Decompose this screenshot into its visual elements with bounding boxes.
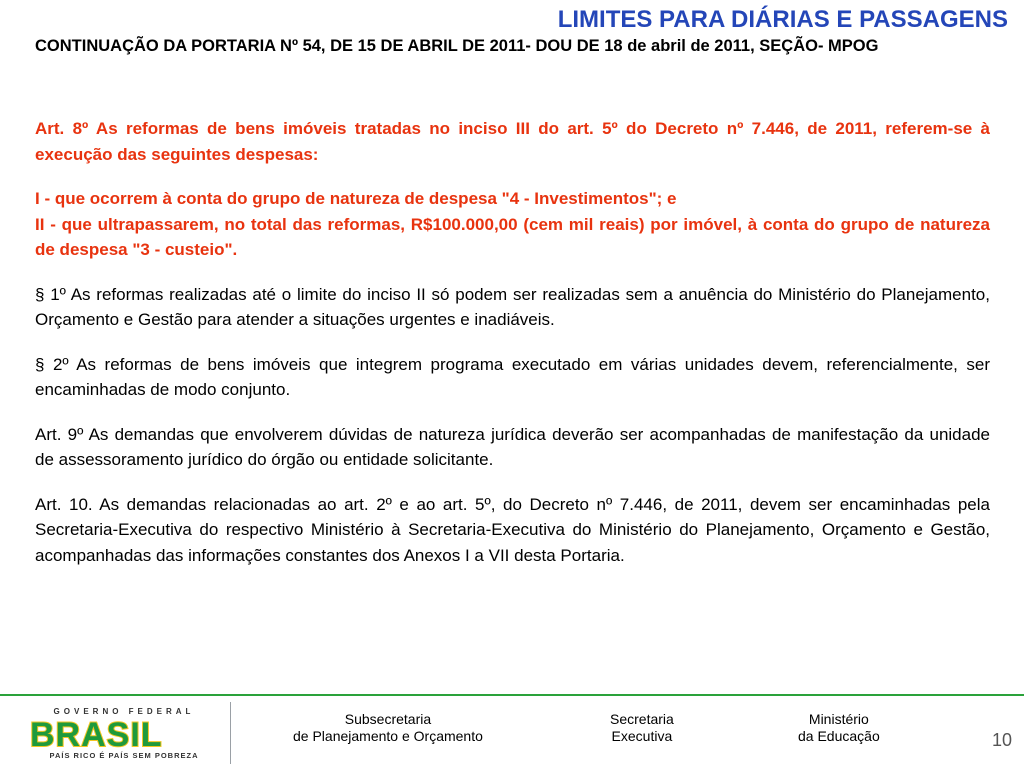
paragraph-art-10: Art. 10. As demandas relacionadas ao art. 2º e ao art. 5º, do Decreto nº 7.446, de 2011, devem ser encaminhadas pela Secretaria-Executiva do respectivo Ministério à Secretaria-Executiva do Ministério do Planejamento, Orçamento e Gestão, acompanhadas das informações constantes dos Anexos I a VII desta Portaria. [35, 494, 990, 565]
slide-title: LIMITES PARA DIÁRIAS E PASSAGENS [557, 6, 1008, 33]
paragraph-par-2: § 2º As reformas de bens imóveis que integrem programa executado em várias unidades devem, referencialmente, ser encaminhadas de modo conjunto. [35, 354, 990, 399]
org-ministerio-line2: da Educação [798, 728, 880, 744]
paragraph-incisos: I - que ocorrem à conta do grupo de natureza de despesa "4 - Investimentos"; e II - que ultrapassarem, no total das reformas, R$100.000,00 (cem mil reais) por imóvel, à conta do grupo de natureza de despesa "3 - custeio". [35, 189, 990, 259]
org-ministerio [798, 711, 880, 745]
org-subsecretaria-line2: de Planejamento e Orçamento [293, 728, 483, 744]
svg-text:BRASIL: BRASIL [30, 716, 163, 754]
org-secretaria-executiva [610, 711, 674, 745]
footer-divider [0, 694, 1024, 696]
page-number: 10 [991, 730, 1012, 750]
org-subsecretaria-line1: Subsecretaria [344, 711, 432, 727]
logo-divider [230, 702, 231, 764]
governo-federal-brasil-logo [26, 704, 222, 760]
org-secretaria-line2: Executiva [611, 728, 673, 744]
org-subsecretaria [293, 711, 483, 745]
svg-text:GOVERNO FEDERAL: GOVERNO FEDERAL [53, 707, 195, 716]
org-secretaria-line1: Secretaria [610, 711, 674, 727]
footer [0, 694, 1024, 768]
org-ministerio-line1: Ministério [808, 711, 869, 727]
article-text [35, 116, 990, 587]
paragraph-art-9: Art. 9º As demandas que envolverem dúvidas de natureza jurídica deverão ser acompanhadas de manifestação da unidade de assessoramento jurídico do órgão ou entidade solicitante. [35, 424, 990, 469]
svg-text:PAÍS RICO É PAÍS SEM POBREZA: PAÍS RICO É PAÍS SEM POBREZA [49, 751, 199, 760]
paragraph-par-1: § 1º As reformas realizadas até o limite do inciso II só podem ser realizadas sem a anuência do Ministério do Planejamento, Orçamento e Gestão para atender a situações urgentes e inadiáveis. [35, 284, 990, 329]
document-subtitle: CONTINUAÇÃO DA PORTARIA Nº 54, DE 15 DE ABRIL DE 2011- DOU DE 18 de abril de 2011, SEÇÃO- MPOG [35, 37, 879, 55]
paragraph-art-8: Art. 8º As reformas de bens imóveis tratadas no inciso III do art. 5º do Decreto nº 7.446, de 2011, referem-se à execução das seguintes despesas: [35, 119, 990, 164]
